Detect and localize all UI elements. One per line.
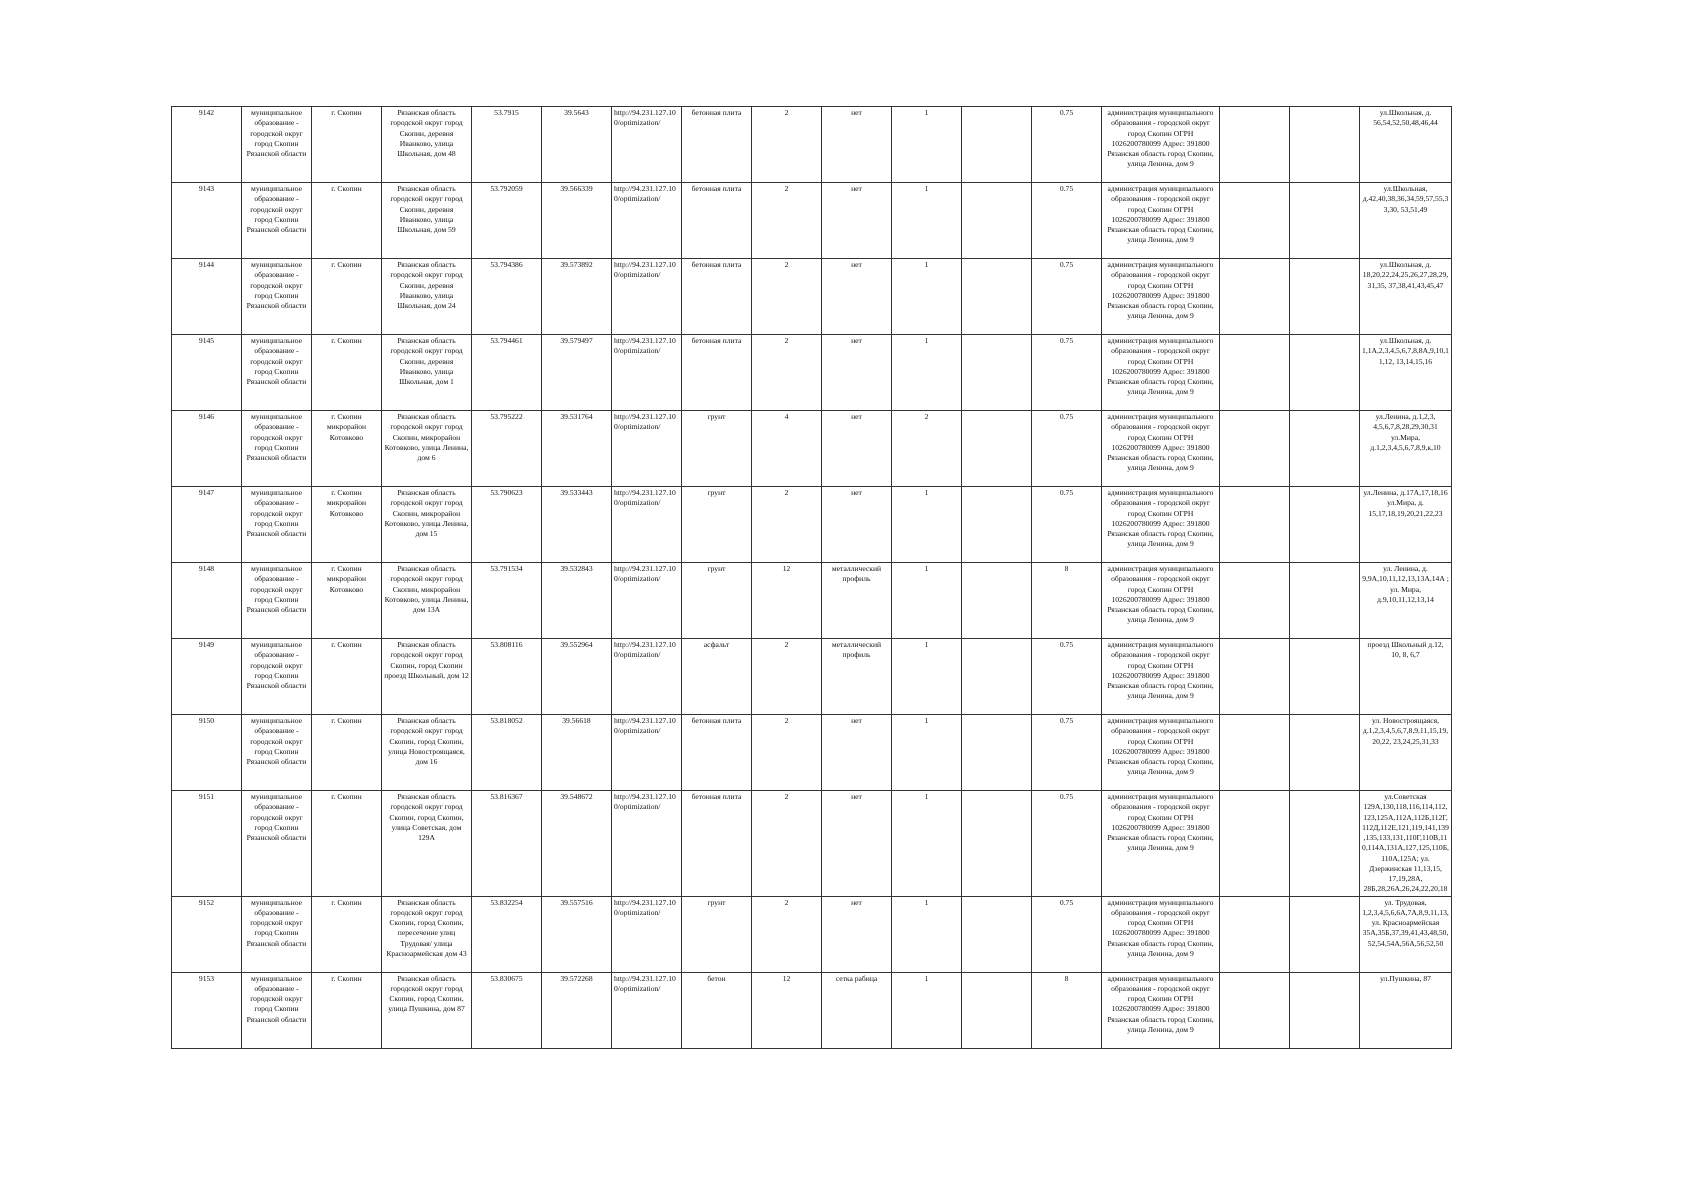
municipality-cell: муниципальное образование - городской округ город Скопин Рязанской области	[242, 183, 312, 259]
latitude-cell: 53.816367	[472, 791, 542, 897]
table-row	[172, 411, 1452, 487]
empty-cell-2	[1220, 183, 1290, 259]
latitude-cell: 53.7915	[472, 107, 542, 183]
locality-cell: г. Скопин	[312, 107, 382, 183]
fence-cell: нет	[822, 183, 892, 259]
latitude-cell: 53.832254	[472, 896, 542, 972]
containers-count-cell: 1	[892, 487, 962, 563]
sources-cell: ул. Трудовая, 1,2,3,4,5,6,6А,7А,8,9,11,13, ул. Красноармейская 35А,35Б,37,39,41,43,48,50, 52,54,54А,56А,56,52,50	[1360, 896, 1452, 972]
surface-cell: бетон	[682, 972, 752, 1048]
url-cell: http://94.231.127.10 0/optimization/	[612, 896, 682, 972]
address-cell: Рязанская область городской округ город Скопин, микрорайон Котовково, улица Ленина, дом 6	[382, 411, 472, 487]
municipality-cell: муниципальное образование - городской округ город Скопин Рязанской области	[242, 487, 312, 563]
containers-count-cell: 1	[892, 639, 962, 715]
sources-cell: ул.Советская 129А,130,118,116,114,112, 123,125А,112А,112Б,112Г, 112Д,112Е,121,119,141,139 ,135,133,131,110Г,110В,11 0,114А,131А,127,125,110Б, 110А,125А; ул. Дзержинская 11,13,15, 17,19,28А, 28Б,28,26А,26,24,22,20,18	[1360, 791, 1452, 897]
url-cell: http://94.231.127.10 0/optimization/	[612, 411, 682, 487]
table-row	[172, 563, 1452, 639]
locality-cell: г. Скопин	[312, 972, 382, 1048]
row-id: 9148	[172, 563, 242, 639]
empty-cell-2	[1220, 972, 1290, 1048]
url-cell: http://94.231.127.10 0/optimization/	[612, 183, 682, 259]
address-cell: Рязанская область городской округ город Скопин, город Скопин проезд Школьный, дом 12	[382, 639, 472, 715]
area-cell: 2	[752, 259, 822, 335]
latitude-cell: 53.794461	[472, 335, 542, 411]
table-body	[172, 107, 1452, 1049]
owner-cell: администрация муниципального образования - городской округ город Скопин ОГРН 1026200780099 Адрес: 391800 Рязанская область город Скопин, улица Ленина, дом 9	[1102, 791, 1220, 897]
surface-cell: бетонная плита	[682, 715, 752, 791]
volume-cell: 0.75	[1032, 335, 1102, 411]
surface-cell: бетонная плита	[682, 183, 752, 259]
surface-cell: грунт	[682, 896, 752, 972]
sources-cell: ул.Ленина, д.1,2,3, 4,5,6,7,8,28,29,30,31 ул.Мира, д.1,2,3,4,5,6,7,8,9,к,10	[1360, 411, 1452, 487]
table-row	[172, 487, 1452, 563]
table-row	[172, 972, 1452, 1048]
latitude-cell: 53.795222	[472, 411, 542, 487]
row-id: 9151	[172, 791, 242, 897]
surface-cell: грунт	[682, 563, 752, 639]
sources-cell: ул.Ленина, д.17А,17,18,16 ул.Мира, д. 15,17,18,19,20,21,22,23	[1360, 487, 1452, 563]
containers-count-cell: 1	[892, 259, 962, 335]
empty-cell-2	[1220, 107, 1290, 183]
surface-cell: бетонная плита	[682, 791, 752, 897]
address-cell: Рязанская область городской округ город Скопин, город Скопин, улица Новостроящаяся, дом 16	[382, 715, 472, 791]
empty-cell-3	[1290, 183, 1360, 259]
address-cell: Рязанская область городской округ город Скопин, деревня Иванково, улица Школьная, дом 59	[382, 183, 472, 259]
longitude-cell: 39.566339	[542, 183, 612, 259]
longitude-cell: 39.557516	[542, 896, 612, 972]
row-id: 9149	[172, 639, 242, 715]
area-cell: 2	[752, 791, 822, 897]
fence-cell: металлический профиль	[822, 639, 892, 715]
empty-cell-3	[1290, 639, 1360, 715]
volume-cell: 0.75	[1032, 107, 1102, 183]
url-cell: http://94.231.127.10 0/optimization/	[612, 972, 682, 1048]
locality-cell: г. Скопин	[312, 791, 382, 897]
volume-cell: 8	[1032, 972, 1102, 1048]
row-id: 9146	[172, 411, 242, 487]
containers-count-cell: 1	[892, 972, 962, 1048]
empty-cell-1	[962, 335, 1032, 411]
empty-cell-1	[962, 411, 1032, 487]
volume-cell: 8	[1032, 563, 1102, 639]
row-id: 9147	[172, 487, 242, 563]
empty-cell-1	[962, 259, 1032, 335]
surface-cell: бетонная плита	[682, 107, 752, 183]
table-row	[172, 335, 1452, 411]
address-cell: Рязанская область городской округ город Скопин, деревня Иванково, улица Школьная, дом 48	[382, 107, 472, 183]
containers-count-cell: 1	[892, 715, 962, 791]
table-row	[172, 107, 1452, 183]
volume-cell: 0.75	[1032, 791, 1102, 897]
longitude-cell: 39.533443	[542, 487, 612, 563]
fence-cell: нет	[822, 487, 892, 563]
area-cell: 12	[752, 972, 822, 1048]
empty-cell-3	[1290, 107, 1360, 183]
empty-cell-1	[962, 563, 1032, 639]
empty-cell-2	[1220, 563, 1290, 639]
empty-cell-3	[1290, 487, 1360, 563]
owner-cell: администрация муниципального образования - городской округ город Скопин ОГРН 1026200780099 Адрес: 391800 Рязанская область город Скопин, улица Ленина, дом 9	[1102, 487, 1220, 563]
owner-cell: администрация муниципального образования - городской округ город Скопин ОГРН 1026200780099 Адрес: 391800 Рязанская область город Скопин, улица Ленина, дом 9	[1102, 107, 1220, 183]
municipality-cell: муниципальное образование - городской округ город Скопин Рязанской области	[242, 411, 312, 487]
volume-cell: 0.75	[1032, 715, 1102, 791]
containers-count-cell: 1	[892, 896, 962, 972]
empty-cell-1	[962, 639, 1032, 715]
table-row	[172, 715, 1452, 791]
empty-cell-1	[962, 487, 1032, 563]
sources-cell: ул.Школьная, д.42,40,38,36,34,59,57,55,3 3,30, 53,51,49	[1360, 183, 1452, 259]
empty-cell-2	[1220, 487, 1290, 563]
locality-cell: г. Скопин микрорайон Котовково	[312, 563, 382, 639]
volume-cell: 0.75	[1032, 183, 1102, 259]
empty-cell-1	[962, 107, 1032, 183]
fence-cell: нет	[822, 411, 892, 487]
containers-count-cell: 2	[892, 411, 962, 487]
longitude-cell: 39.573892	[542, 259, 612, 335]
sources-cell: ул.Школьная, д. 1,1А,2,3,4,5,6,7,8,8А,9,10,1 1,12, 13,14,15,16	[1360, 335, 1452, 411]
url-cell: http://94.231.127.10 0/optimization/	[612, 563, 682, 639]
empty-cell-2	[1220, 259, 1290, 335]
address-cell: Рязанская область городской округ город Скопин, город Скопин, пересечение улиц Трудовая/ улица Красноармейская дом 43	[382, 896, 472, 972]
empty-cell-3	[1290, 563, 1360, 639]
empty-cell-2	[1220, 411, 1290, 487]
municipality-cell: муниципальное образование - городской округ город Скопин Рязанской области	[242, 896, 312, 972]
surface-cell: грунт	[682, 411, 752, 487]
row-id: 9150	[172, 715, 242, 791]
locality-cell: г. Скопин	[312, 639, 382, 715]
volume-cell: 0.75	[1032, 896, 1102, 972]
row-id: 9144	[172, 259, 242, 335]
owner-cell: администрация муниципального образования - городской округ город Скопин ОГРН 1026200780099 Адрес: 391800 Рязанская область город Скопин, улица Ленина, дом 9	[1102, 563, 1220, 639]
empty-cell-2	[1220, 335, 1290, 411]
address-cell: Рязанская область городской округ город Скопин, деревня Иванково, улица Школьная, дом 1	[382, 335, 472, 411]
empty-cell-1	[962, 183, 1032, 259]
sources-cell: ул.Пушкина, 87	[1360, 972, 1452, 1048]
fence-cell: нет	[822, 715, 892, 791]
volume-cell: 0.75	[1032, 259, 1102, 335]
empty-cell-3	[1290, 411, 1360, 487]
empty-cell-2	[1220, 639, 1290, 715]
empty-cell-3	[1290, 259, 1360, 335]
surface-cell: бетонная плита	[682, 259, 752, 335]
empty-cell-1	[962, 896, 1032, 972]
address-cell: Рязанская область городской округ город Скопин, микрорайон Котовково, улица Ленина, дом 15	[382, 487, 472, 563]
municipality-cell: муниципальное образование - городской округ город Скопин Рязанской области	[242, 639, 312, 715]
empty-cell-2	[1220, 715, 1290, 791]
table-row	[172, 183, 1452, 259]
owner-cell: администрация муниципального образования - городской округ город Скопин ОГРН 1026200780099 Адрес: 391800 Рязанская область город Скопин, улица Ленина, дом 9	[1102, 335, 1220, 411]
fence-cell: нет	[822, 335, 892, 411]
locality-cell: г. Скопин	[312, 183, 382, 259]
owner-cell: администрация муниципального образования - городской округ город Скопин ОГРН 1026200780099 Адрес: 391800 Рязанская область город Скопин, улица Ленина, дом 9	[1102, 972, 1220, 1048]
area-cell: 2	[752, 183, 822, 259]
locality-cell: г. Скопин микрорайон Котовково	[312, 487, 382, 563]
surface-cell: грунт	[682, 487, 752, 563]
empty-cell-3	[1290, 972, 1360, 1048]
area-cell: 2	[752, 335, 822, 411]
municipality-cell: муниципальное образование - городской округ город Скопин Рязанской области	[242, 972, 312, 1048]
row-id: 9152	[172, 896, 242, 972]
empty-cell-1	[962, 972, 1032, 1048]
latitude-cell: 53.792059	[472, 183, 542, 259]
sources-cell: проезд Школьный д.12, 10, 8, 6,7	[1360, 639, 1452, 715]
fence-cell: нет	[822, 896, 892, 972]
municipality-cell: муниципальное образование - городской округ город Скопин Рязанской области	[242, 259, 312, 335]
owner-cell: администрация муниципального образования - городской округ город Скопин ОГРН 1026200780099 Адрес: 391800 Рязанская область город Скопин, улица Ленина, дом 9	[1102, 639, 1220, 715]
sources-cell: ул.Школьная, д. 56,54,52,50,48,46,44	[1360, 107, 1452, 183]
owner-cell: администрация муниципального образования - городской округ город Скопин ОГРН 1026200780099 Адрес: 391800 Рязанская область город Скопин, улица Ленина, дом 9	[1102, 259, 1220, 335]
latitude-cell: 53.791534	[472, 563, 542, 639]
longitude-cell: 39.572268	[542, 972, 612, 1048]
municipality-cell: муниципальное образование - городской округ город Скопин Рязанской области	[242, 715, 312, 791]
municipality-cell: муниципальное образование - городской округ город Скопин Рязанской области	[242, 791, 312, 897]
empty-cell-1	[962, 791, 1032, 897]
longitude-cell: 39.5643	[542, 107, 612, 183]
empty-cell-3	[1290, 791, 1360, 897]
latitude-cell: 53.818052	[472, 715, 542, 791]
longitude-cell: 39.56618	[542, 715, 612, 791]
latitude-cell: 53.808116	[472, 639, 542, 715]
containers-count-cell: 1	[892, 335, 962, 411]
containers-count-cell: 1	[892, 563, 962, 639]
sources-cell: ул. Ленина, д. 9,9А,10,11,12,13,13А,14А ; ул. Мира, д.9,10,11,12,13,14	[1360, 563, 1452, 639]
area-cell: 4	[752, 411, 822, 487]
table-row	[172, 896, 1452, 972]
table-row	[172, 791, 1452, 897]
empty-cell-3	[1290, 896, 1360, 972]
empty-cell-2	[1220, 791, 1290, 897]
owner-cell: администрация муниципального образования - городской округ город Скопин ОГРН 1026200780099 Адрес: 391800 Рязанская область город Скопин, улица Ленина, дом 9	[1102, 715, 1220, 791]
volume-cell: 0.75	[1032, 487, 1102, 563]
surface-cell: асфальт	[682, 639, 752, 715]
owner-cell: администрация муниципального образования - городской округ город Скопин ОГРН 1026200780099 Адрес: 391800 Рязанская область город Скопин, улица Ленина, дом 9	[1102, 183, 1220, 259]
address-cell: Рязанская область городской округ город Скопин, город Скопин, улица Советская, дом 129А	[382, 791, 472, 897]
longitude-cell: 39.548672	[542, 791, 612, 897]
url-cell: http://94.231.127.10 0/optimization/	[612, 107, 682, 183]
address-cell: Рязанская область городской округ город Скопин, микрорайон Котовково, улица Ленина, дом 13А	[382, 563, 472, 639]
url-cell: http://94.231.127.10 0/optimization/	[612, 335, 682, 411]
volume-cell: 0.75	[1032, 639, 1102, 715]
empty-cell-3	[1290, 335, 1360, 411]
municipality-cell: муниципальное образование - городской округ город Скопин Рязанской области	[242, 107, 312, 183]
empty-cell-2	[1220, 896, 1290, 972]
sources-cell: ул. Новостроящаяся, д.1,2,3,4,5,6,7,8,9,11,15,19, 20,22, 23,24,25,31,33	[1360, 715, 1452, 791]
locality-cell: г. Скопин	[312, 259, 382, 335]
address-cell: Рязанская область городской округ город Скопин, деревня Иванково, улица Школьная, дом 24	[382, 259, 472, 335]
area-cell: 2	[752, 715, 822, 791]
url-cell: http://94.231.127.10 0/optimization/	[612, 259, 682, 335]
containers-count-cell: 1	[892, 183, 962, 259]
longitude-cell: 39.531764	[542, 411, 612, 487]
table-row	[172, 259, 1452, 335]
sources-cell: ул.Школьная, д. 18,20,22,24,25,26,27,28,29, 31,35, 37,38,41,43,45,47	[1360, 259, 1452, 335]
fence-cell: сетка рабица	[822, 972, 892, 1048]
locality-cell: г. Скопин	[312, 715, 382, 791]
latitude-cell: 53.794386	[472, 259, 542, 335]
url-cell: http://94.231.127.10 0/optimization/	[612, 487, 682, 563]
area-cell: 12	[752, 563, 822, 639]
area-cell: 2	[752, 487, 822, 563]
area-cell: 2	[752, 107, 822, 183]
empty-cell-3	[1290, 715, 1360, 791]
url-cell: http://94.231.127.10 0/optimization/	[612, 791, 682, 897]
containers-count-cell: 1	[892, 107, 962, 183]
owner-cell: администрация муниципального образования - городской округ город Скопин ОГРН 1026200780099 Адрес: 391800 Рязанская область город Скопин, улица Ленина, дом 9	[1102, 896, 1220, 972]
url-cell: http://94.231.127.10 0/optimization/	[612, 715, 682, 791]
municipality-cell: муниципальное образование - городской округ город Скопин Рязанской области	[242, 335, 312, 411]
locality-cell: г. Скопин микрорайон Котовково	[312, 411, 382, 487]
owner-cell: администрация муниципального образования - городской округ город Скопин ОГРН 1026200780099 Адрес: 391800 Рязанская область город Скопин, улица Ленина, дом 9	[1102, 411, 1220, 487]
locality-cell: г. Скопин	[312, 335, 382, 411]
fence-cell: нет	[822, 259, 892, 335]
area-cell: 2	[752, 896, 822, 972]
row-id: 9145	[172, 335, 242, 411]
url-cell: http://94.231.127.10 0/optimization/	[612, 639, 682, 715]
area-cell: 2	[752, 639, 822, 715]
fence-cell: нет	[822, 107, 892, 183]
longitude-cell: 39.552964	[542, 639, 612, 715]
locality-cell: г. Скопин	[312, 896, 382, 972]
fence-cell: металлический профиль	[822, 563, 892, 639]
longitude-cell: 39.579497	[542, 335, 612, 411]
row-id: 9153	[172, 972, 242, 1048]
container-sites-table	[171, 106, 1452, 1049]
latitude-cell: 53.790623	[472, 487, 542, 563]
empty-cell-1	[962, 715, 1032, 791]
row-id: 9142	[172, 107, 242, 183]
longitude-cell: 39.532843	[542, 563, 612, 639]
volume-cell: 0.75	[1032, 411, 1102, 487]
address-cell: Рязанская область городской округ город Скопин, город Скопин, улица Пушкина, дом 87	[382, 972, 472, 1048]
containers-count-cell: 1	[892, 791, 962, 897]
municipality-cell: муниципальное образование - городской округ город Скопин Рязанской области	[242, 563, 312, 639]
row-id: 9143	[172, 183, 242, 259]
surface-cell: бетонная плита	[682, 335, 752, 411]
table-row	[172, 639, 1452, 715]
fence-cell: нет	[822, 791, 892, 897]
latitude-cell: 53.830675	[472, 972, 542, 1048]
